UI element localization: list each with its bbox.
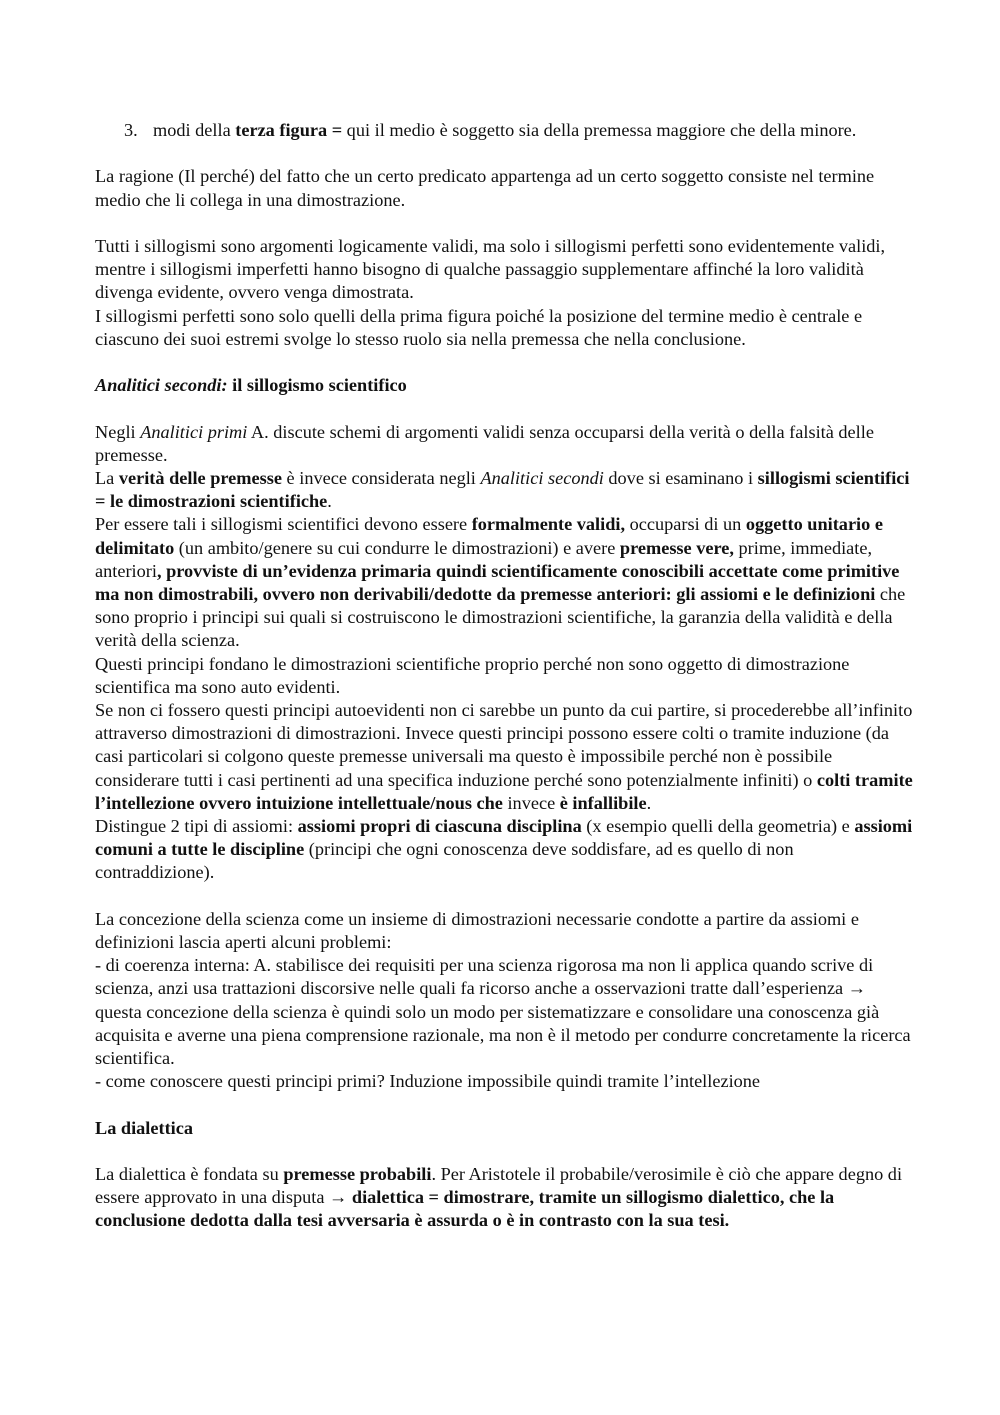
paragraph-questi-principi: Questi principi fondano le dimostrazioni scientifiche proprio perché non sono oggetto di dimostrazione scientifica ma sono auto evidenti. [95, 653, 850, 697]
bold-run: è infallibile [559, 792, 647, 813]
text-run: . Per Aristotele il probabile/verosimile è ciò che appare degno di essere approvato in una disputa [95, 1164, 903, 1208]
paragraph-coerenza [95, 954, 915, 1070]
bold-run: dialettica = dimostrare, tramite un sillogismo dialettico, che la conclusione dedotta dalla tesi avversaria è assurda o è in contrasto con la sua tesi. [95, 1187, 835, 1231]
text-run: . [327, 491, 332, 512]
text-run: qui il medio è soggetto sia della premessa maggiore che della minore. [342, 120, 857, 140]
bold-run: formalmente validi, [471, 514, 626, 535]
paragraph-negli [95, 421, 915, 467]
section-heading-dialettica [95, 1117, 915, 1140]
list-number: 3. [124, 120, 138, 140]
text-run: - di coerenza interna: A. stabilisce dei requisiti per una scienza rigorosa ma non li applica quando scrive di scienza, anzi usa trattazioni discorsive nelle quali fa ricorso anche a osservazioni tratte dall’esperienza [95, 955, 874, 999]
section-heading-analitici [95, 374, 915, 397]
text-run: che sono proprio i principi sui quali si costruiscono le dimostrazioni scientifiche, la garanzia della validità e della verità della scienza. [95, 584, 906, 651]
text-run: Distingue 2 tipi di assiomi: [95, 816, 298, 837]
text-run: La [95, 467, 119, 488]
bold-run: , provviste di un’evidenza primaria quindi scientificamente conoscibili accettate come primitive ma non dimostrabili, ovvero non derivabili/dedotte da premesse anteriori: gli assiomi e le definizioni [95, 560, 900, 604]
text-run: Se non ci fossero questi principi autoevidenti non ci sarebbe un punto da cui partire, si procederebbe all’infinito attraverso dimostrazioni di dimostrazioni. Invece questi principi possono essere colti o tramite induzione (da casi particolari si colgono queste premesse universali ma questo è impossibile perché non è possibile considerare tutti i casi pertinenti ad una specifica induzione perché sono potenzialmente infiniti) o [95, 700, 913, 790]
bold-run: terza figura = [235, 120, 343, 140]
text-run: (principi che ogni conoscenza deve soddisfare, ad es quello di non contraddizione). [95, 839, 794, 883]
list-item [124, 119, 915, 142]
list-item-text [153, 119, 856, 142]
paragraph-verita [95, 467, 915, 513]
bold-run: oggetto unitario e delimitato [95, 514, 883, 558]
paragraph-sillogismi-validi: Tutti i sillogismi sono argomenti logicamente validi, ma solo i sillogismi perfetti sono evidentemente validi, mentre i sillogismi imperfetti hanno bisogno di qualche passaggio supplementare affinché la loro validità divenga evidente, ovvero venga dimostrata. [95, 235, 886, 303]
paragraph-essere [95, 513, 915, 652]
italic-run: Analitici primi [140, 421, 248, 442]
paragraph-distingue [95, 815, 915, 885]
text-run: (un ambito/genere su cui condurre le dimostrazioni) e avere [174, 537, 620, 558]
text-run: prime, immediate, anteriori [95, 537, 873, 581]
paragraph-se-non [95, 699, 915, 815]
paragraph-sillogismi-perfetti: I sillogismi perfetti sono solo quelli della prima figura poiché la posizione del termine medio è centrale e ciascuno dei suoi estremi svolge lo stesso ruolo sia nella premessa che nella conclusione. [95, 305, 863, 349]
text-run: è invece considerata negli [281, 467, 481, 488]
bold-run: assiomi propri di ciascuna disciplina [297, 816, 582, 837]
text-run: modi della [153, 120, 236, 140]
text-run: invece [502, 792, 560, 813]
paragraph-ragione: La ragione (Il perché) del fatto che un certo predicato appartenga ad un certo soggetto consiste nel termine medio che li collega in una dimostrazione. [95, 166, 875, 210]
text-run: questa concezione della scienza è quindi solo un modo per sistematizzare e consolidare una conoscenza già acquisita e averne una piena comprensione razionale, ma non è il metodo per condurre concretamente la ricerca scientifica. [95, 1001, 911, 1069]
arrow-right-icon: → [329, 1187, 348, 1208]
arrow-right-icon: → [847, 978, 867, 999]
bold-run: assiomi comuni a tutte le discipline [95, 816, 913, 860]
text-run: dove si esaminano i [603, 467, 758, 488]
text-run: (x esempio quelli della geometria) e [581, 816, 855, 837]
bold-run: premesse probabili [283, 1164, 432, 1185]
bold-run: il sillogismo scientifico [227, 375, 407, 396]
heading-text: La dialettica [95, 1117, 193, 1138]
italic-run: Analitici secondi: [95, 375, 228, 396]
bold-run: colti tramite l’intellezione ovvero intuizione intellettuale/nous che [95, 769, 913, 813]
paragraph-dialettica [95, 1163, 915, 1233]
text-run: occuparsi di un [625, 514, 746, 535]
bold-run: verità delle premesse [118, 467, 282, 488]
text-run: Negli [95, 421, 141, 442]
paragraph-concezione: La concezione della scienza come un insieme di dimostrazioni necessarie condotte a partire da assiomi e definizioni lascia aperti alcuni problemi: [95, 908, 859, 953]
bold-run: sillogismi scientifici = le dimostrazioni scientifiche [95, 467, 910, 512]
text-run: Per essere tali i sillogismi scientifici devono essere [95, 514, 472, 535]
text-run: . [646, 792, 652, 813]
text-run: La dialettica è fondata su [95, 1164, 284, 1185]
document-body [95, 119, 915, 1233]
text-run: A. discute schemi di argomenti validi senza occuparsi della verità o della falsità delle premesse. [95, 421, 874, 465]
bold-run: premesse vere, [619, 537, 734, 558]
italic-run: Analitici secondi [480, 467, 604, 488]
paragraph-come-conoscere: - come conoscere questi principi primi? Induzione impossibile quindi tramite l’intellezione [95, 1071, 761, 1092]
